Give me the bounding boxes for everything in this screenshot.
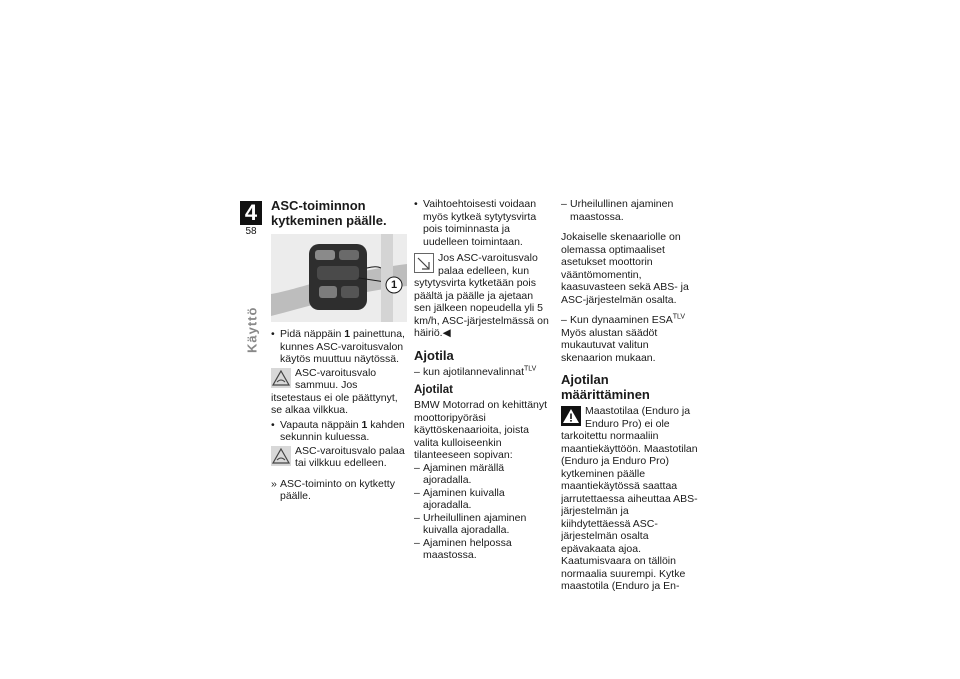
bullet-mark: • — [271, 418, 275, 431]
step-text: Pidä näppäin — [280, 328, 345, 340]
list-item — [414, 487, 552, 512]
chapter-number-tab: 4 — [240, 201, 262, 225]
result-line — [271, 478, 406, 503]
section-title — [271, 198, 406, 228]
list-item — [561, 198, 701, 223]
handlebar-switch-photo — [271, 234, 407, 322]
info-corner-icon — [414, 253, 434, 273]
dash-mark: – — [414, 461, 420, 474]
dash-mark: – — [414, 536, 420, 549]
step-release-button — [271, 419, 406, 444]
alt-ignition-step — [414, 198, 552, 248]
intro-paragraph: BMW Motorrad on kehittänyt moottoripyöräsi käyttöskenaarioita, joista valita kulloiseenkin tilanteeseen sopivan: — [414, 399, 548, 461]
warning-triangle-icon — [561, 406, 581, 426]
step-text: Vapauta näppäin — [280, 418, 362, 431]
warning-light-icon — [271, 368, 291, 388]
step-text-cont: kahden sekunnin kuluessa. — [280, 418, 405, 443]
list-item-text: Ajaminen helpossa maastossa. — [423, 536, 512, 561]
list-item — [414, 462, 552, 487]
key-ref: 1 — [361, 418, 368, 431]
result-mark: » — [271, 477, 277, 490]
note-asc-fault — [414, 252, 552, 340]
list-item — [414, 537, 552, 562]
bullet-mark: • — [271, 328, 275, 340]
equipment-text: kun ajotilannevalinnat — [423, 365, 524, 378]
list-item-text: Urheilullinen ajaminen maastossa. — [570, 198, 674, 223]
heading-ajotilan-maarittaminen: Ajotilan määrittäminen — [561, 372, 650, 402]
callout-number: 1 — [390, 279, 398, 291]
note-text: ASC-varoitusvalo palaa tai vilkkuu edelleen. — [295, 444, 405, 469]
column-2 — [414, 198, 552, 562]
bullet-mark: • — [414, 198, 418, 210]
column-3 — [561, 198, 701, 595]
dash-mark: – — [414, 486, 420, 499]
end-mark: ◀ — [442, 327, 451, 339]
result-text: ASC-toiminto on kytketty päälle. — [280, 477, 395, 502]
list-item-text: Ajaminen kuivalla ajoradalla. — [423, 486, 505, 511]
step-text: Vaihtoehtoisesti voidaan myös kytkeä sytytysvirta pois toiminnasta ja uudelleen toimintaan. — [423, 198, 537, 248]
equipment-line — [414, 366, 552, 379]
section-title-line2: kytkeminen päälle. — [271, 213, 387, 228]
dash-mark: – — [414, 365, 420, 378]
section-title-line1: ASC-toiminnon — [271, 198, 366, 213]
tlv-mark: TLV — [672, 313, 686, 321]
warning-offroad — [561, 405, 701, 593]
dash-mark: – — [561, 198, 567, 210]
heading-ajotila: Ajotila — [414, 347, 454, 363]
warning-light-icon — [271, 446, 291, 466]
section-side-label: Käyttö — [244, 306, 260, 354]
scenario-paragraph: Jokaiselle skenaariolle on olemassa optimaaliset asetukset moottorin vääntömomentin, kaasuvasteen sekä ABS- ja ASC-järjestelmän osalta. — [561, 231, 689, 306]
column-1 — [271, 198, 406, 503]
list-item — [414, 512, 552, 537]
equipment-line — [561, 314, 701, 327]
warning-text: Maastotilaa (Enduro ja Enduro Pro) ei ole tarkoitettu normaaliin maantiekäyttöön. Maastotilan (Enduro ja Enduro Pro) kytkeminen päälle maantiekäytössä saattaa jarrutettaessa aiheuttaa ABS-järjestelmän ja kiihdytettäessä ASC-järjestelmän osalta epävakaata ajoa. Kaatumisvaara on tällöin normaalia suurempi. Kytke maastotila (Enduro ja En- — [561, 405, 698, 592]
list-item-text: Urheilullinen ajaminen kuivalla ajoradalla. — [423, 511, 527, 536]
list-item-text: Ajaminen märällä ajoradalla. — [423, 461, 505, 486]
equipment-text: Kun dynaaminen ESA — [570, 314, 673, 326]
step-hold-button — [271, 328, 406, 366]
note-text: ASC-varoitusvalo sammuu. Jos itsetestaus ei ole päättynyt, se alkaa vilkkua. — [271, 366, 398, 416]
step-text-cont: painettuna, kunnes ASC-varoitusvalon käytös muuttuu näytössä. — [280, 328, 405, 365]
dash-mark: – — [414, 511, 420, 524]
key-ref: 1 — [344, 328, 351, 340]
heading-ajotilat: Ajotilat — [414, 384, 453, 396]
tlv-mark: TLV — [524, 365, 537, 372]
note-asc-light-off — [271, 367, 406, 417]
dash-mark: – — [561, 314, 567, 326]
note-asc-light-on — [271, 445, 406, 470]
esa-paragraph: Myös alustan säädöt mukautuvat valitun skenaarion mukaan. — [561, 326, 658, 364]
page-number: 58 — [245, 226, 257, 237]
note-text: Jos ASC-varoitusvalo palaa edelleen, kun sytytysvirta kytketään pois päältä ja päälle ja ajetaan sen jälkeen nopeudella yli 5 km/h, ASC-järjestelmässä on häiriö. — [414, 252, 549, 339]
